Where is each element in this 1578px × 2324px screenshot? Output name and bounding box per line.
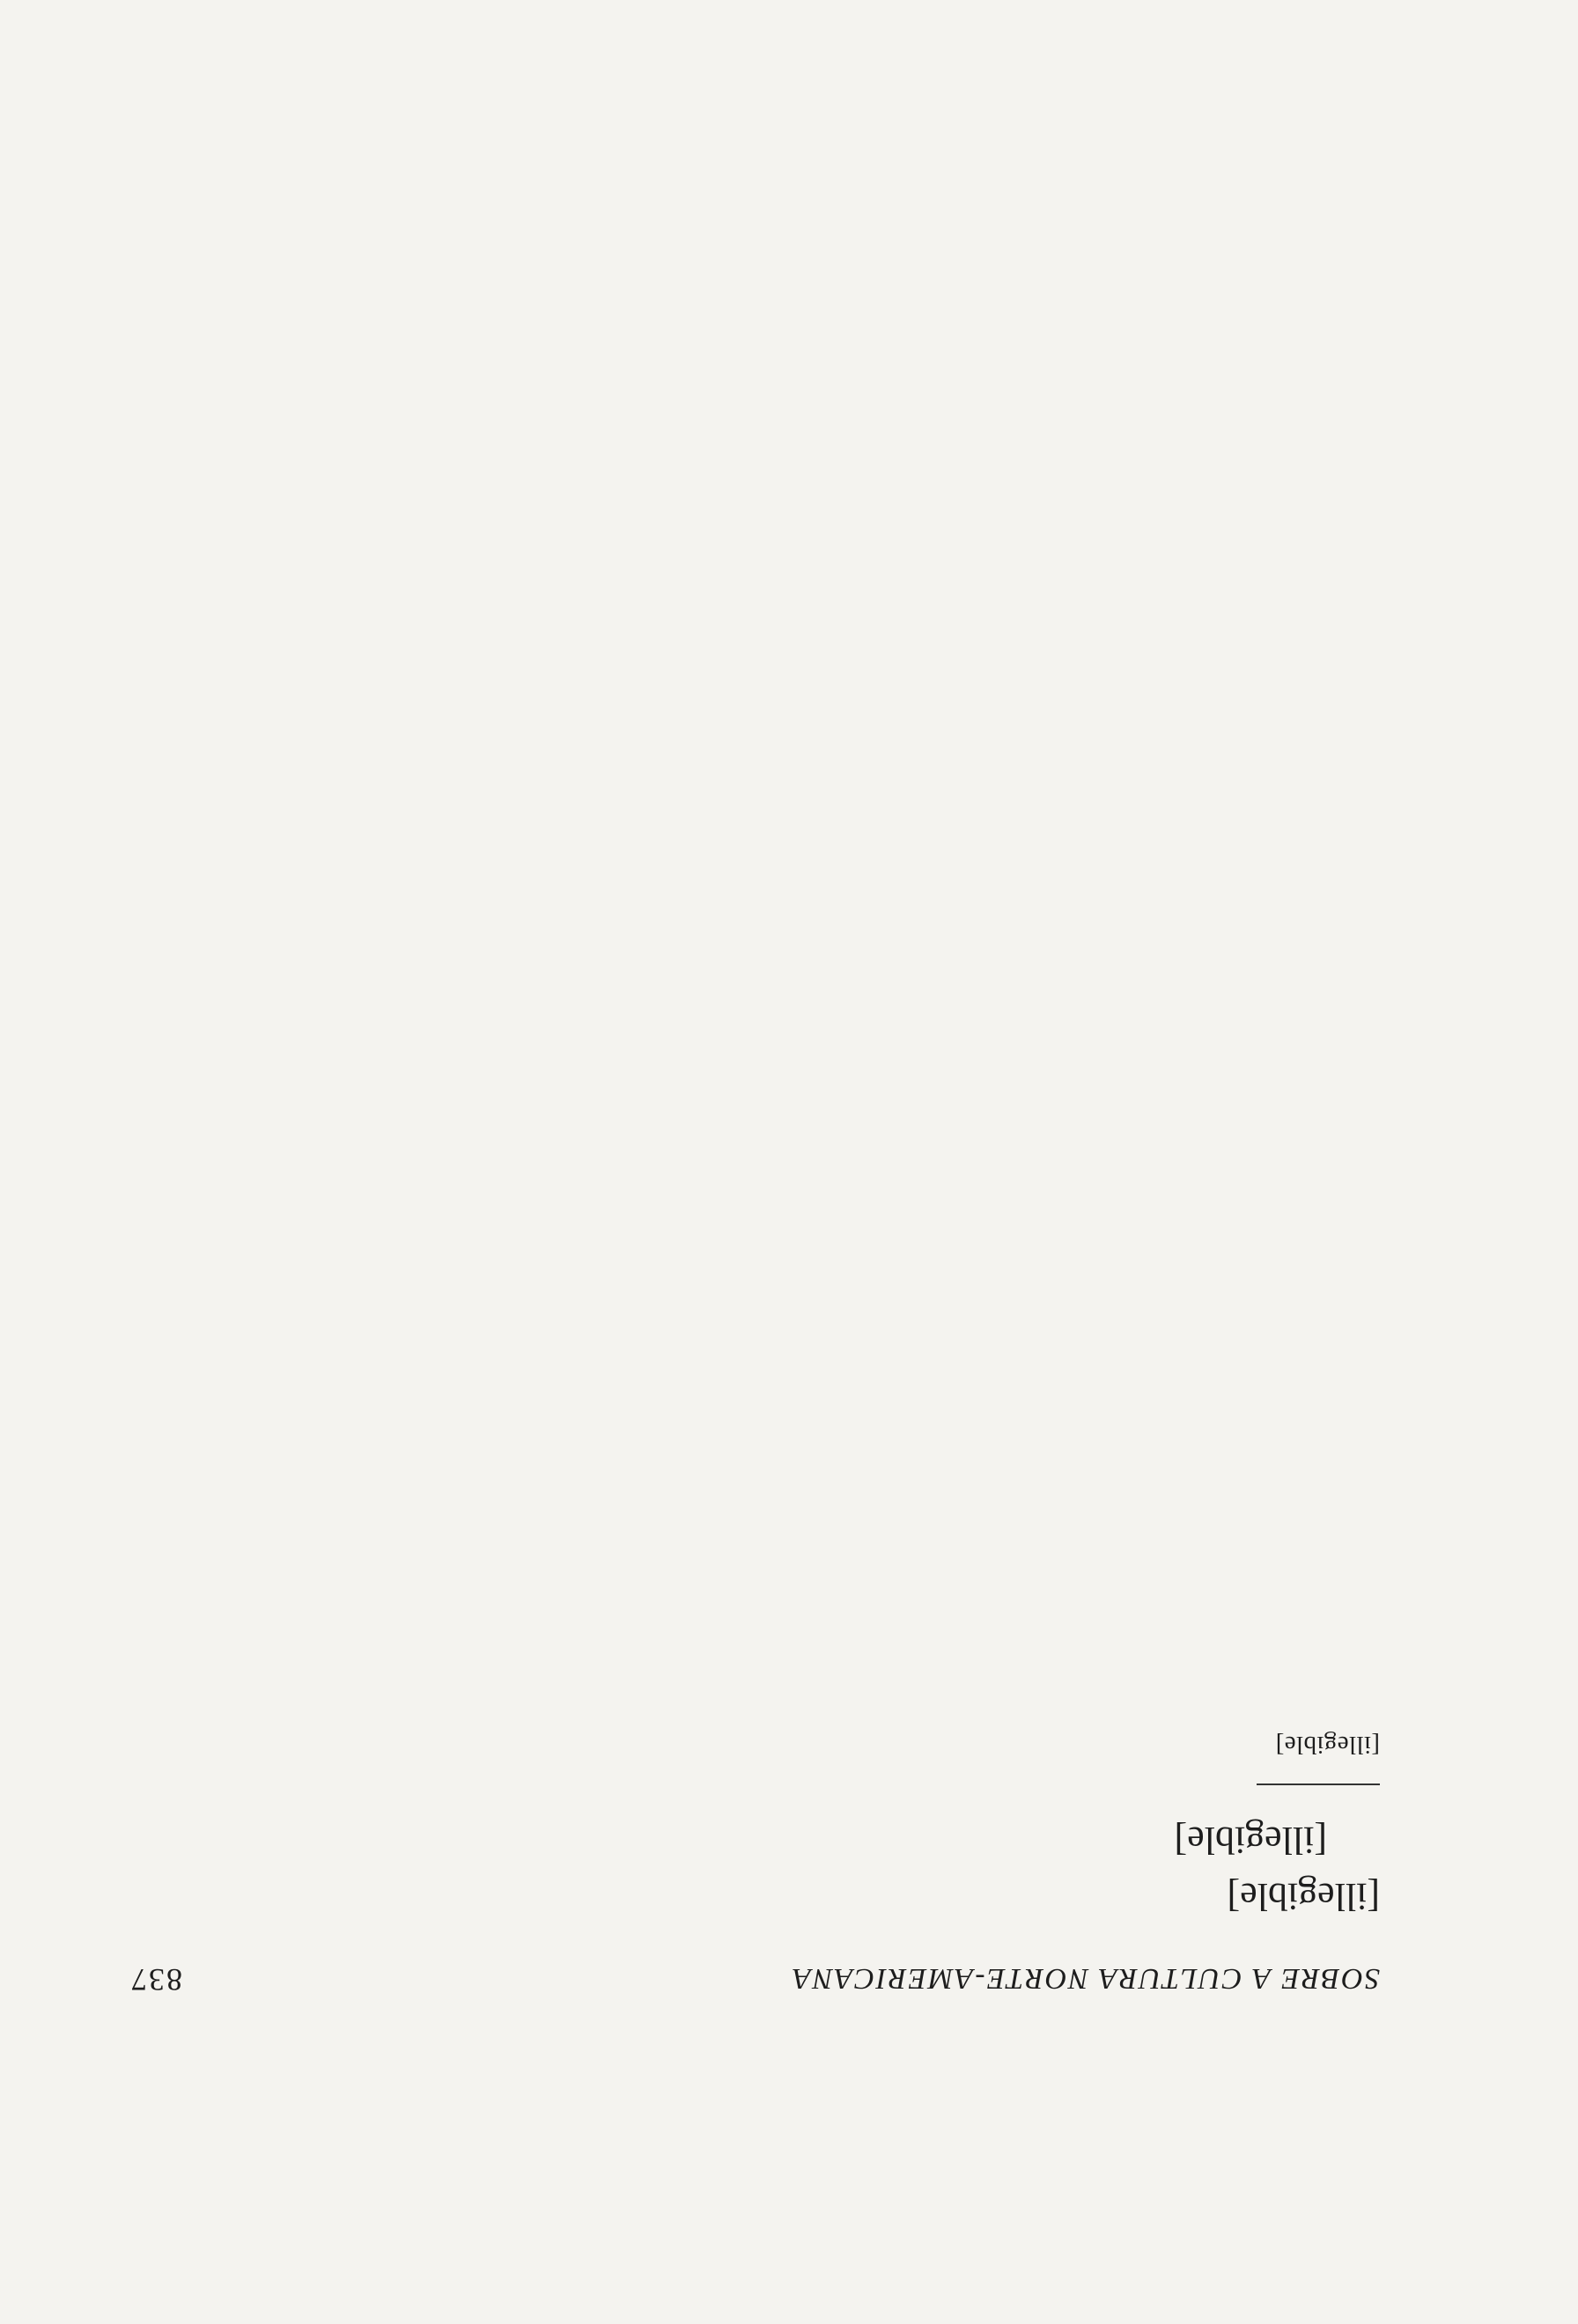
body-paragraph-2: [illegible] — [1174, 1819, 1327, 1862]
footnote-text: [illegible] — [1275, 1731, 1380, 1759]
running-head — [129, 1961, 1380, 1998]
text-block — [129, 1728, 1380, 1998]
running-title: SOBRE A CULTURA NORTE-AMERICANA — [791, 1962, 1380, 1995]
footnote-rule — [1257, 1783, 1380, 1785]
page-number: 837 — [129, 1962, 182, 1997]
body-paragraph-1: [illegible] — [1227, 1875, 1380, 1918]
